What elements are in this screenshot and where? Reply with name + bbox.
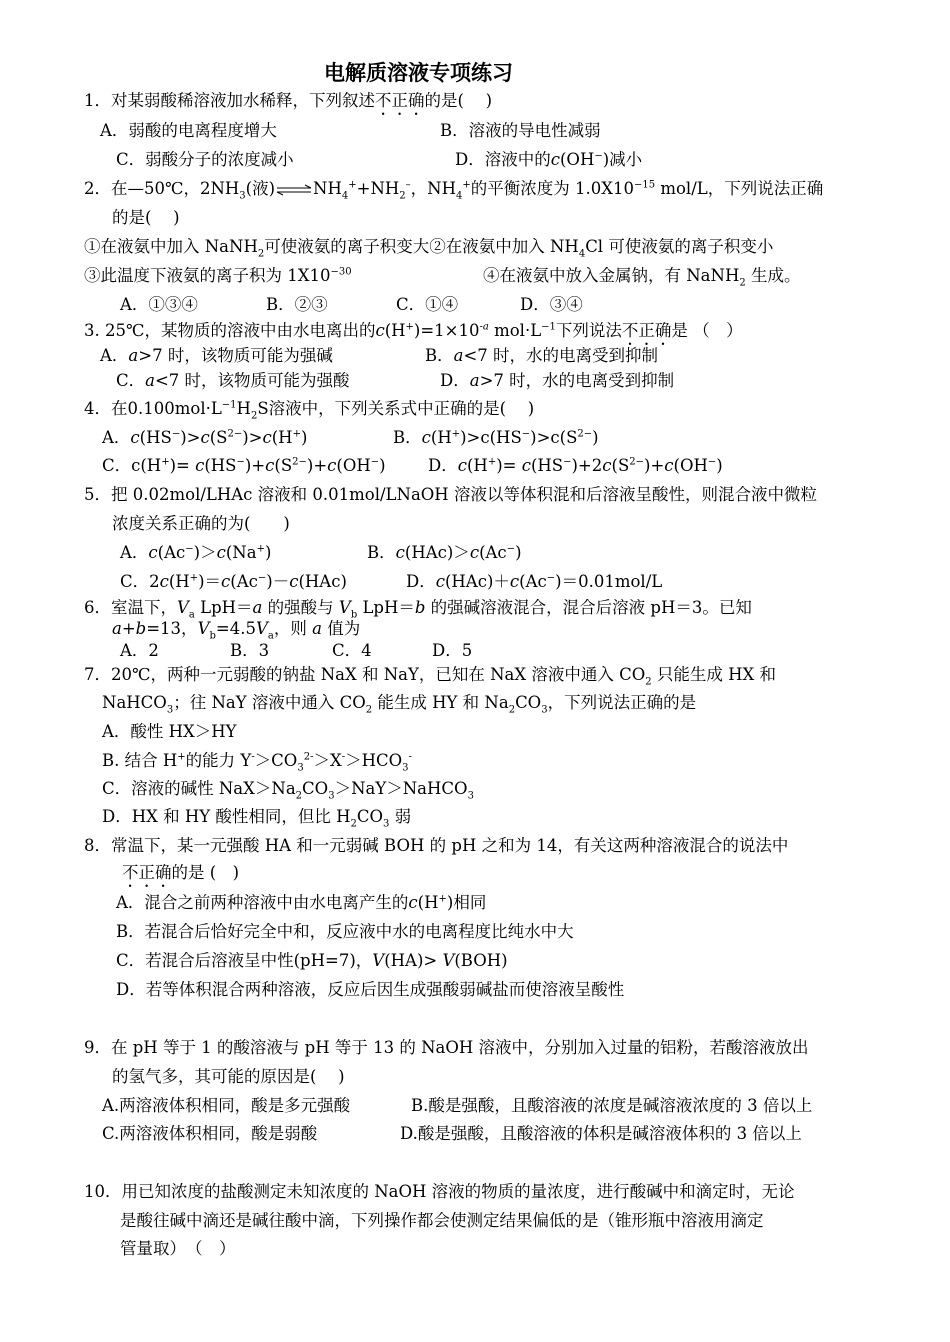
stem-text: )=1×10 <box>413 321 480 340</box>
subscript: 4 <box>578 248 586 260</box>
question-8-stem: 8．常温下，某一元强酸 HA 和一元弱碱 BOH 的 pH 之和为 14，有关这两种溶液混合的说法中 <box>84 836 789 855</box>
question-7-stem: 7．20℃，两种一元弱酸的钠盐 NaX 和 NaY，已知在 NaX 溶液中通入 $CO_2$ 只能生成 HX 和 <box>84 665 777 688</box>
question-3-option-a <box>100 345 333 367</box>
question-1-stem <box>84 90 492 119</box>
question-2-statement-3 <box>84 265 352 287</box>
question-2-option-a: A．①③④ <box>120 295 198 314</box>
stem-text: 下列说法 <box>555 321 622 340</box>
question-1-option-b: B．溶液的导电性减弱 <box>440 121 601 140</box>
question-1-option-c: C．弱酸分子的浓度减小 <box>116 150 294 169</box>
stem-text: H <box>236 399 251 418</box>
superscript: -a <box>479 321 489 333</box>
question-9-option-b: B.酸是强酸，且酸溶液的浓度是碱溶液浓度的 3 倍以上 <box>411 1096 813 1115</box>
question-7-stem-line2: NaHCO$_3$；往 NaY 溶液中通入 $CO_2$ 能生成 HY 和 $Na_2CO_3$，下列说法正确的是 <box>102 693 697 716</box>
question-5-option-d: D．c(HAc)＋c(Ac−)＝0.01mol/L <box>406 572 663 591</box>
option-text: (OH <box>559 150 595 169</box>
question-10-stem-line2: 是酸往碱中滴还是碱往酸中滴，下列操作都会使测定结果偏低的是（锥形瓶中溶液用滴定 <box>120 1211 764 1230</box>
question-7-option-b: B. 结合 H+的能力 $Y^->CO_3^{2-}>X^->HCO_3^-$ <box>102 751 412 774</box>
question-2-option-b: B．②③ <box>266 295 328 314</box>
option-label: C． <box>102 456 132 475</box>
question-1-option-a: A．弱酸的电离程度增大 <box>100 121 277 140</box>
subscript: 2 <box>739 277 746 289</box>
option-label: A． <box>102 428 131 447</box>
superscript: – <box>405 179 411 191</box>
stem-text: (液) <box>245 179 276 198</box>
option-text: B． <box>425 346 454 365</box>
statement-text: 可使液氨的离子积变大②在液氨中加入 NH <box>264 237 579 256</box>
subscript: 2 <box>250 410 258 422</box>
question-3-option-d <box>440 370 674 392</box>
stem-text: NH <box>313 179 342 198</box>
statement-text: ③此温度下液氨的离子积为 1X10 <box>84 266 331 285</box>
subscript: 4 <box>455 190 463 202</box>
superscript: −1 <box>221 399 237 411</box>
question-9-option-c: C.两溶液体积相同，酸是弱酸 <box>102 1124 318 1143</box>
option-text: >7 时，该物质可能为强碱 <box>138 346 333 365</box>
option-label: D． <box>428 456 458 475</box>
superscript: + <box>462 179 471 191</box>
question-number: 3. <box>84 321 100 340</box>
superscript: + <box>405 321 414 333</box>
question-number: 1． <box>84 91 111 110</box>
question-6-option-b: B．3 <box>230 641 270 660</box>
symbol: a <box>453 346 464 365</box>
option-text: D．溶液中的 <box>455 150 551 169</box>
question-9-option-d: D.酸是强酸，且酸溶液的体积是碱溶液体积的 3 倍以上 <box>400 1124 802 1143</box>
question-4-option-a: A．$c(HS^-)>c(S^{2-})>c(H^+)$ <box>102 428 308 447</box>
option-text: D． <box>440 371 470 390</box>
question-6-option-d: D．5 <box>432 641 473 660</box>
equilibrium-arrow-icon <box>275 184 313 196</box>
subscript: 3 <box>239 190 246 202</box>
question-7-option-d: D．HX 和 HY 酸性相同，但比 $H_2CO_3$ 弱 <box>102 807 412 830</box>
question-1-option-d <box>455 149 642 171</box>
question-4-option-c: C．$c(H^+)= c(HS^-)+c(S^{2-})+c(OH^-)$ <box>102 456 386 475</box>
question-2-statement-1 <box>84 236 773 258</box>
stem-text: mol·L <box>488 321 542 340</box>
option-text: <7 时，水的电离受到抑制 <box>463 346 659 365</box>
question-5-stem-line2: 浓度关系正确的为( ) <box>112 514 290 533</box>
question-10-stem: 10．用已知浓度的盐酸测定未知浓度的 NaOH 溶液的物质的量浓度，进行酸碱中和滴定时，无论 <box>84 1182 795 1201</box>
stem-text: 25℃，某物质的溶液中由水电离出的 <box>99 321 376 340</box>
question-4-option-d: D．$c(H^+)= c(HS^-)+2c(S^{2-})+c(OH^-)$ <box>428 456 723 475</box>
question-3-option-b <box>425 345 658 367</box>
option-text: >7 时，水的电离受到抑制 <box>479 371 675 390</box>
question-7-option-c: C．溶液的碱性 $NaX>Na_2CO_3>NaY>NaHCO_3$ <box>102 779 474 802</box>
question-2-option-c: C．①④ <box>396 295 459 314</box>
question-5-option-a: A．c(Ac−)＞c(Na+) <box>120 543 272 562</box>
stem-text: 对某弱酸稀溶液加水稀释，下列叙述 <box>111 91 375 110</box>
question-8-stem-line2: 不正确的是 ( ) <box>122 863 240 882</box>
option-text: A． <box>100 346 129 365</box>
superscript: −30 <box>330 266 352 278</box>
question-7-option-a: A．酸性 HX＞HY <box>102 722 237 741</box>
stem-text: 是 （ ） <box>671 321 743 340</box>
option-text: C． <box>116 371 146 390</box>
stem-text: +NH <box>356 179 400 198</box>
question-5-stem <box>84 484 817 506</box>
page-title: 电解质溶液专项练习 <box>324 60 513 85</box>
question-5-option-b: B．c(HAc)＞c(Ac−) <box>367 543 522 562</box>
subscript: 4 <box>341 190 349 202</box>
question-4-option-b: B．$c(H^+)>c(HS^-)>c(S^{2-})$ <box>393 428 599 447</box>
statement-text: ④在液氨中放入金属钠，有 NaNH <box>483 266 740 285</box>
superscript: −15 <box>633 179 656 191</box>
question-8-option-b: B．若混合后恰好完全中和，反应液中水的电离程度比纯水中大 <box>116 922 574 941</box>
subscript: 2 <box>257 248 265 260</box>
stem-text: 的是( ) <box>424 91 493 110</box>
question-number: 2． <box>84 179 111 198</box>
question-8-option-a: A．混合之前两种溶液中由水电离产生的c(H+)相同 <box>116 893 487 912</box>
question-2-stem-line2: 的是( ) <box>112 208 180 227</box>
stem-text: 在—50℃，2NH <box>111 179 240 198</box>
emphasis-text: 不正确 <box>375 91 425 110</box>
stem-text: (H <box>384 321 406 340</box>
stem-text: 把 0.02mol/LHAc 溶液和 0.01mol/LNaOH 溶液以等体积混和后溶液呈酸性，则混合液中微粒 <box>111 485 817 504</box>
stem-text: ，NH <box>410 179 456 198</box>
question-3-option-c <box>116 370 350 392</box>
symbol: a <box>469 371 480 390</box>
question-6-option-a: A．2 <box>120 641 159 660</box>
question-8-option-c: C．若混合后溶液呈中性(pH=7)，V(HA)> V(BOH) <box>116 951 508 970</box>
question-6-stem: 6．室温下，$V_a$ LpH＝a 的强酸与 $V_b$ LpH＝b 的强碱溶液混合，混合后溶液 pH＝3。已知 <box>84 598 752 621</box>
stem-text: 在0.100mol·L <box>111 399 222 418</box>
statement-text: 生成。 <box>745 266 801 285</box>
symbol: a <box>145 371 155 390</box>
question-9-stem: 9．在 pH 等于 1 的酸溶液与 pH 等于 13 的 NaOH 溶液中，分别加入过量的铝粉，若酸溶液放出 <box>84 1038 809 1057</box>
symbol: a <box>128 346 139 365</box>
subscript: 2 <box>399 190 406 202</box>
stem-text: S溶液中，下列关系式中正确的是( ) <box>257 399 535 418</box>
question-2-statement-4 <box>483 265 800 287</box>
question-2-option-d: D．③④ <box>520 295 583 314</box>
question-10-stem-line3: 管量取） （ ） <box>120 1239 236 1258</box>
question-4-stem <box>84 398 534 420</box>
superscript: −1 <box>541 321 556 333</box>
option-text: )减小 <box>602 150 643 169</box>
emphasis-text: 不正确 <box>122 863 172 882</box>
question-8-option-d: D．若等体积混合两种溶液，反应后因生成强酸弱碱盐而使溶液呈酸性 <box>116 980 625 999</box>
symbol: c <box>550 150 560 169</box>
emphasis-text: 不正确 <box>621 321 672 340</box>
question-2-stem <box>84 178 823 200</box>
question-6-stem-line2: a+b=13，$V_b=4.5V_a$，则 a 值为 <box>112 619 361 642</box>
question-number: 4． <box>84 399 111 418</box>
superscript: + <box>348 179 357 191</box>
option-label: B． <box>393 428 422 447</box>
stem-text: mol/L，下列说法正确 <box>655 179 824 198</box>
symbol: c <box>375 321 385 340</box>
statement-text: ①在液氨中加入 NaNH <box>84 237 258 256</box>
statement-text: Cl 可使液氨的离子积变小 <box>585 237 774 256</box>
option-text: <7 时，该物质可能为强酸 <box>154 371 350 390</box>
superscript: − <box>594 150 603 162</box>
stem-text: 的平衡浓度为 1.0X10 <box>470 179 634 198</box>
question-number: 5． <box>84 485 111 504</box>
question-6-option-c: C．4 <box>332 641 372 660</box>
question-9-option-a: A.两溶液体积相同，酸是多元强酸 <box>102 1096 351 1115</box>
question-5-option-c: C．2c(H+)＝c(Ac−)－c(HAc) <box>120 572 347 591</box>
question-9-stem-line2: 的氢气多，其可能的原因是( ) <box>112 1067 345 1086</box>
